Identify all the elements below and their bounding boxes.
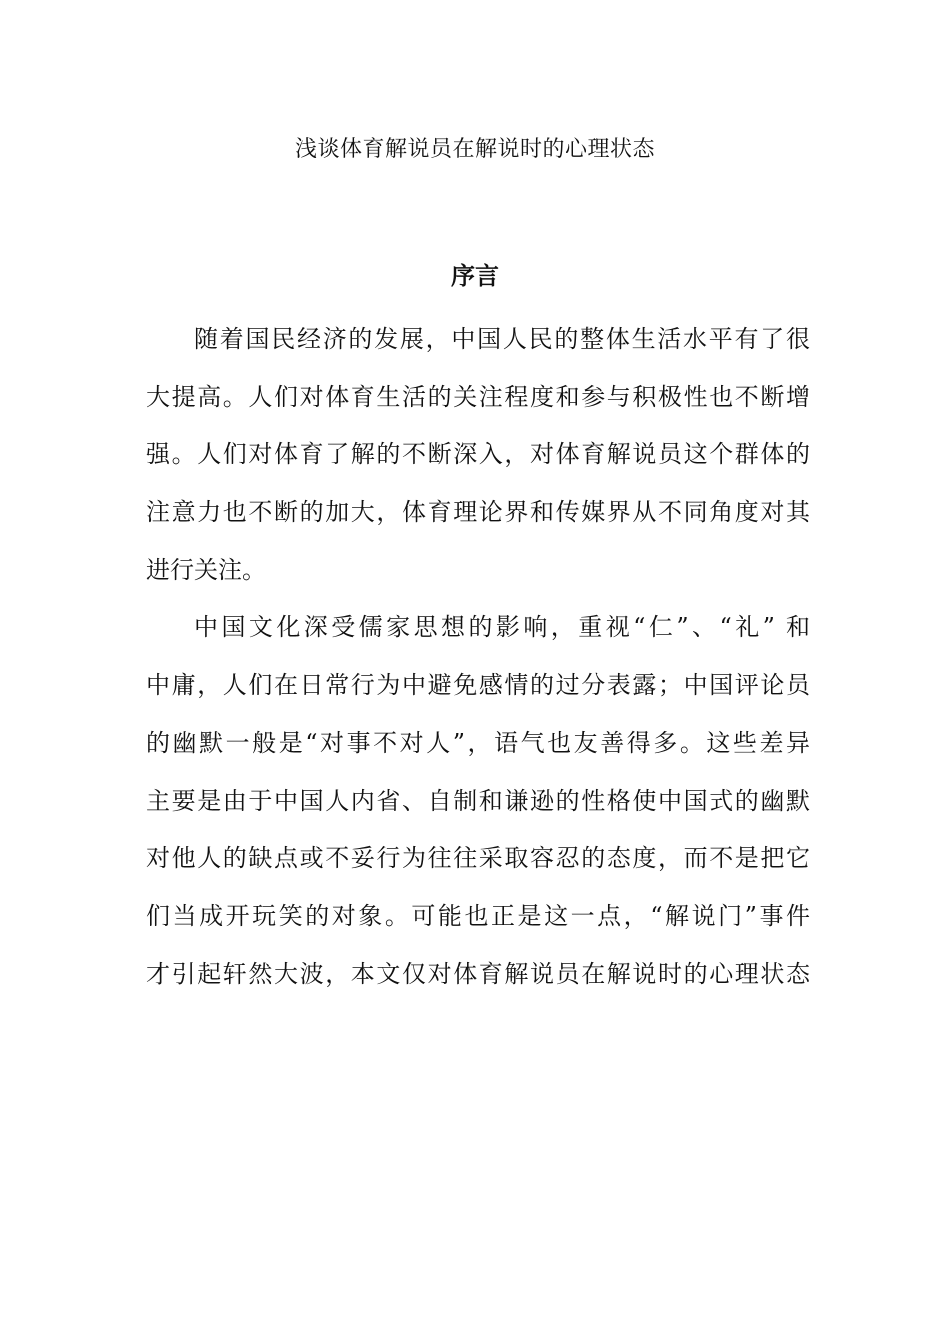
paragraph-line: 随着国民经济的发展，中国人民的整体生活水平有了很 <box>194 325 810 353</box>
paragraph-line: 才引起轩然大波，本文仅对体育解说员在解说时的心理状态 <box>146 959 810 988</box>
paragraph-line: 们当成开玩笑的对象。可能也正是这一点，“解说门”事件 <box>146 901 810 930</box>
section-heading: 序言 <box>451 262 499 290</box>
paragraph-line: 主要是由于中国人内省、自制和谦逊的性格使中国式的幽默 <box>146 786 810 815</box>
paragraph-1 <box>146 311 810 599</box>
body-text <box>146 311 810 1003</box>
paragraph-line: 中国文化深受儒家思想的影响，重视“仁”、“礼” 和 <box>194 613 810 642</box>
paragraph-line: 中庸，人们在日常行为中避免感情的过分表露；中国评论员 <box>146 671 810 700</box>
paragraph-line: 对他人的缺点或不妥行为往往采取容忍的态度，而不是把它 <box>146 844 810 873</box>
paragraph-2 <box>146 599 810 1003</box>
paragraph-line: 强。人们对体育了解的不断深入，对体育解说员这个群体的 <box>146 440 810 469</box>
paragraph-line: 大提高。人们对体育生活的关注程度和参与积极性也不断增 <box>146 382 810 411</box>
paragraph-line: 的幽默一般是“对事不对人”，语气也友善得多。这些差异 <box>146 728 810 757</box>
paragraph-line: 进行关注。 <box>146 555 266 584</box>
document-title: 浅谈体育解说员在解说时的心理状态 <box>294 137 655 162</box>
paragraph-line: 注意力也不断的加大，体育理论界和传媒界从不同角度对其 <box>146 498 810 527</box>
